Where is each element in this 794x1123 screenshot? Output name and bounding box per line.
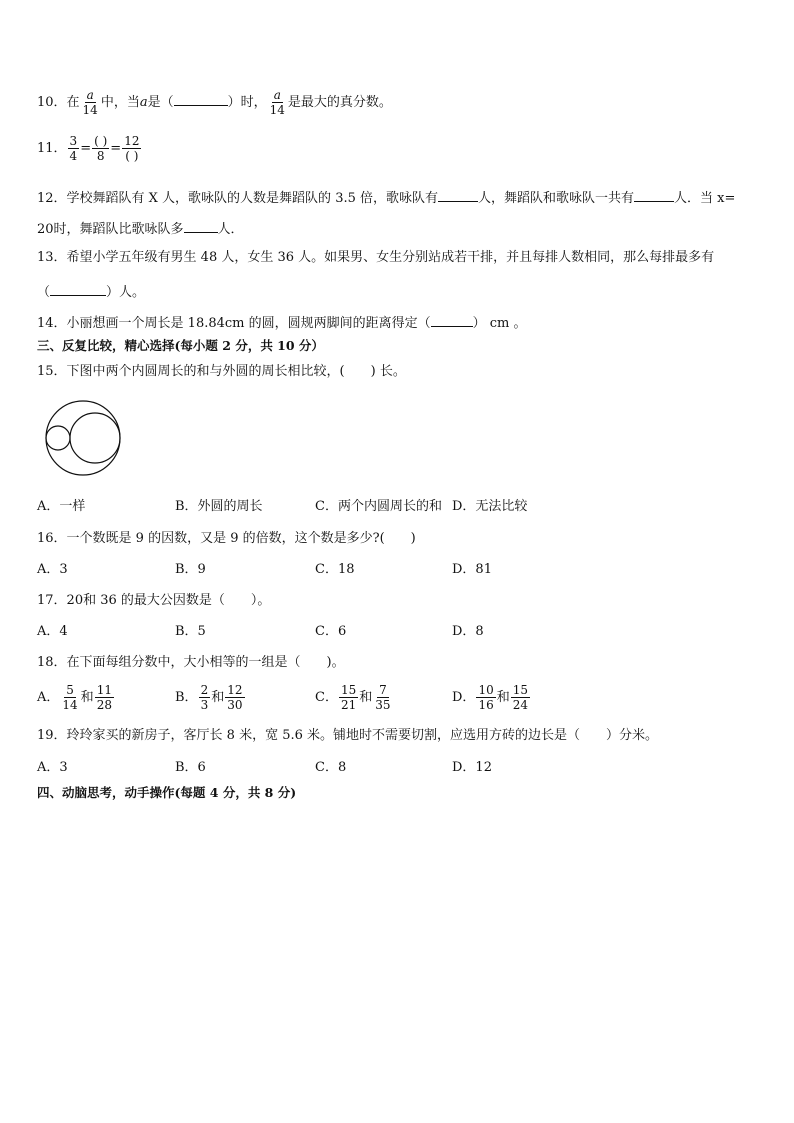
q15-option-b[interactable]: B．外圆的周长 [175, 499, 263, 514]
question-13-line-1: 13．希望小学五年级有男生 48 人，女生 36 人。如果男、女生分别站成若干排，并且每排人数相同，那么每排最多有 [37, 250, 715, 265]
answer-blank[interactable] [634, 188, 674, 202]
question-12-line-1: 12．学校舞蹈队有 X 人，歌咏队的人数是舞蹈队的 3.5 倍，歌咏队有 人，舞蹈队和歌咏队一共有 人．当 x= [37, 188, 735, 207]
q17-option-d[interactable]: D．8 [452, 624, 484, 639]
q16-option-a[interactable]: A．3 [37, 562, 68, 577]
q15-option-c[interactable]: C．两个内圆周长的和 [315, 499, 442, 514]
fraction: $\frac{2}{3}$ [200, 683, 209, 712]
answer-blank[interactable] [174, 92, 228, 106]
fraction: $\frac{12}{30}$ [227, 683, 243, 712]
q19-option-d[interactable]: D．12 [452, 760, 492, 775]
fraction: $\frac{11}{28}$ [96, 683, 112, 712]
q15-option-a[interactable]: A．一样 [37, 499, 86, 514]
fraction: $\frac{3}{4}$ [69, 134, 78, 163]
fraction-a-over-14: $\frac{a}{14}$ [82, 88, 98, 117]
question-10: 10．在 $\frac{a}{14}$ 中，当a是（ ）时， $\frac{a}{14}$ 是最大的真分数。 [37, 88, 392, 117]
q19-option-a[interactable]: A．3 [37, 760, 68, 775]
q18-option-a[interactable]: A． $\frac{5}{14}$ 和 $\frac{11}{28}$ [37, 683, 112, 712]
q17-option-c[interactable]: C．6 [315, 624, 347, 639]
answer-blank[interactable] [50, 282, 106, 296]
q18-option-d[interactable]: D． $\frac{10}{16}$ 和 $\frac{15}{24}$ [452, 683, 529, 712]
small-inner-circle [46, 426, 70, 450]
fraction: $\frac{5}{14}$ [62, 683, 78, 712]
fraction: $\frac{15}{24}$ [512, 683, 529, 712]
q18-option-c[interactable]: C． $\frac{15}{21}$ 和 $\frac{7}{35}$ [315, 683, 391, 712]
answer-blank[interactable] [438, 188, 478, 202]
q16-option-d[interactable]: D．81 [452, 562, 492, 577]
fraction: $\frac{15}{21}$ [340, 683, 357, 712]
q17-option-a[interactable]: A．4 [37, 624, 68, 639]
question-14: 14．小丽想画一个周长是 18.84cm 的圆，圆规两脚间的距离得定（ ） cm 。 [37, 313, 527, 332]
large-inner-circle [70, 413, 120, 463]
q16-option-b[interactable]: B．9 [175, 562, 206, 577]
circles-figure [40, 398, 126, 478]
fraction-with-blank[interactable]: $\frac{12}{( )}$ [124, 134, 140, 163]
q19-option-c[interactable]: C．8 [315, 760, 347, 775]
outer-circle [46, 401, 120, 475]
section-3-heading: 三、反复比较，精心选择(每小题 2 分，共 10 分） [37, 338, 324, 353]
question-12-line-2: 20时，舞蹈队比歌咏队多 人． [37, 219, 244, 238]
question-17-stem: 17．20和 36 的最大公因数是（ ）。 [37, 593, 271, 608]
fraction: $\frac{10}{16}$ [478, 683, 494, 712]
fraction-with-blank[interactable]: $\frac{( )}{8}$ [94, 134, 108, 163]
question-15-stem: 15．下图中两个内圆周长的和与外圆的周长相比较，( ) 长。 [37, 364, 406, 379]
q16-option-c[interactable]: C．18 [315, 562, 355, 577]
q10-number: 10．在 [37, 95, 80, 110]
q17-option-b[interactable]: B．5 [175, 624, 206, 639]
answer-blank[interactable] [184, 219, 218, 233]
question-11: 11． $\frac{3}{4}$ = $\frac{( )}{8}$ = $\frac{12}{( )}$ [37, 134, 140, 163]
section-4-heading: 四、动脑思考，动手操作(每题 4 分，共 8 分) [37, 785, 297, 800]
question-13-line-2: （ ）人。 [37, 282, 145, 301]
answer-blank[interactable] [431, 313, 473, 327]
q19-option-b[interactable]: B．6 [175, 760, 206, 775]
q18-option-b[interactable]: B． $\frac{2}{3}$ 和 $\frac{12}{30}$ [175, 683, 243, 712]
fraction-a-over-14: $\frac{a}{14}$ [269, 88, 285, 117]
question-19-stem: 19．玲玲家买的新房子，客厅长 8 米，宽 5.6 米。铺地时不需要切割，应选用方砖的边长是（ ）分米。 [37, 728, 659, 743]
fraction: $\frac{7}{35}$ [375, 683, 391, 712]
q15-option-d[interactable]: D．无法比较 [452, 499, 528, 514]
question-18-stem: 18．在下面每组分数中，大小相等的一组是（ )。 [37, 655, 345, 670]
question-16-stem: 16．一个数既是 9 的因数，又是 9 的倍数，这个数是多少?( ) [37, 531, 416, 546]
